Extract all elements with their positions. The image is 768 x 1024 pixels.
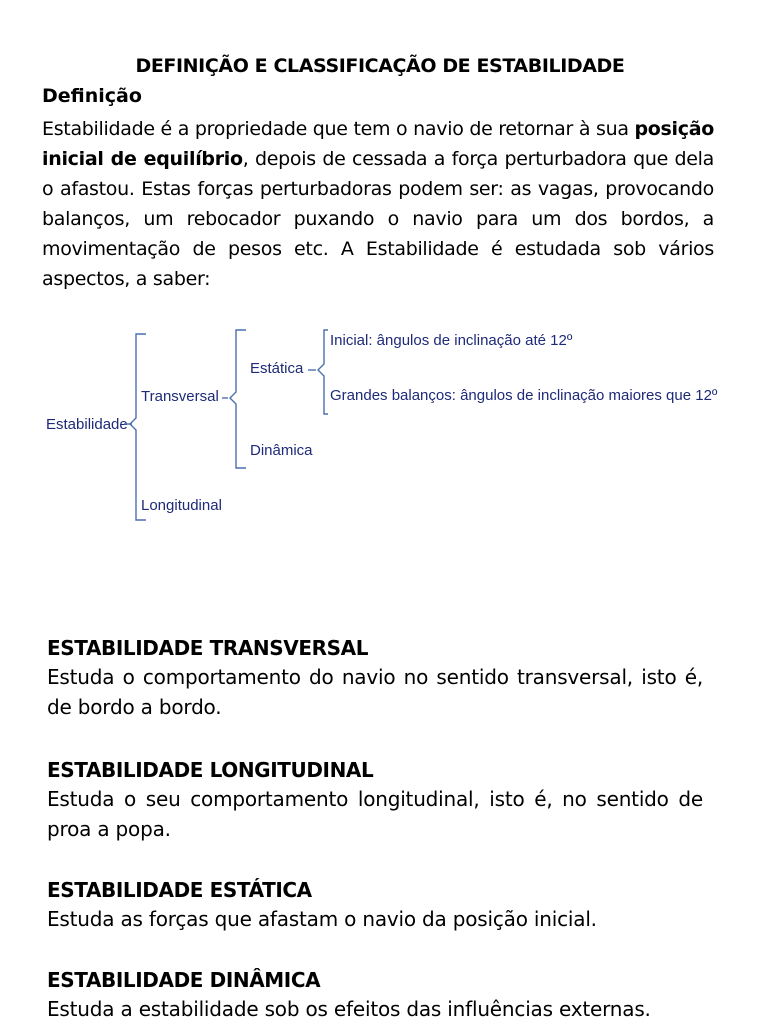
diagram-dinamica-label: Dinâmica (250, 442, 313, 459)
diagram-estatica-label: Estática (250, 360, 304, 377)
section-heading: ESTABILIDADE TRANSVERSAL (47, 636, 369, 660)
root-bracket (130, 334, 146, 520)
section-estatica (47, 876, 703, 934)
section-text: Estuda o seu comportamento longitudinal, isto é, no sentido de proa a popa. (47, 787, 703, 841)
section-text: Estuda as forças que afastam o navio da posição inicial. (47, 907, 597, 931)
section-heading: ESTABILIDADE LONGITUDINAL (47, 758, 374, 782)
diagram-inicial-label: Inicial: ângulos de inclinação até 12º (330, 332, 573, 349)
diagram-grandes-label: Grandes balanços: ângulos de inclinação maiores que 12º (330, 387, 718, 404)
page-title: DEFINIÇÃO E CLASSIFICAÇÃO DE ESTABILIDADE (135, 55, 625, 77)
section-dinamica (47, 966, 703, 1024)
definition-text-start: Estabilidade é a propriedade que tem o navio de retornar à sua (42, 118, 635, 140)
section-transversal (47, 634, 703, 722)
transversal-bracket (230, 330, 246, 468)
diagram-transversal-label: Transversal (141, 388, 219, 405)
section-text: Estuda a estabilidade sob os efeitos das influências externas. (47, 997, 651, 1021)
definition-text-end: , depois de cessada a força perturbadora que dela o afastou. Estas forças perturbadoras podem ser: as vagas, provocando balanços, um rebocador puxando o navio para um dos bordos, a movimentação de pesos etc. A Estabilidade é estudada sob vários aspectos, a saber: (42, 148, 714, 290)
definition-heading: Definição (42, 85, 142, 107)
definition-emphasis: posição inicial de equilíbrio (42, 118, 714, 170)
section-heading: ESTABILIDADE DINÂMICA (47, 968, 321, 992)
definition-paragraph (42, 114, 714, 294)
section-longitudinal (47, 756, 703, 844)
estatica-bracket (318, 330, 328, 414)
classification-diagram (40, 320, 720, 540)
section-text: Estuda o comportamento do navio no sentido transversal, isto é, de bordo a bordo. (47, 665, 703, 719)
diagram-longitudinal-label: Longitudinal (141, 497, 222, 514)
section-heading: ESTABILIDADE ESTÁTICA (47, 878, 312, 902)
diagram-root-label: Estabilidade (46, 416, 128, 433)
